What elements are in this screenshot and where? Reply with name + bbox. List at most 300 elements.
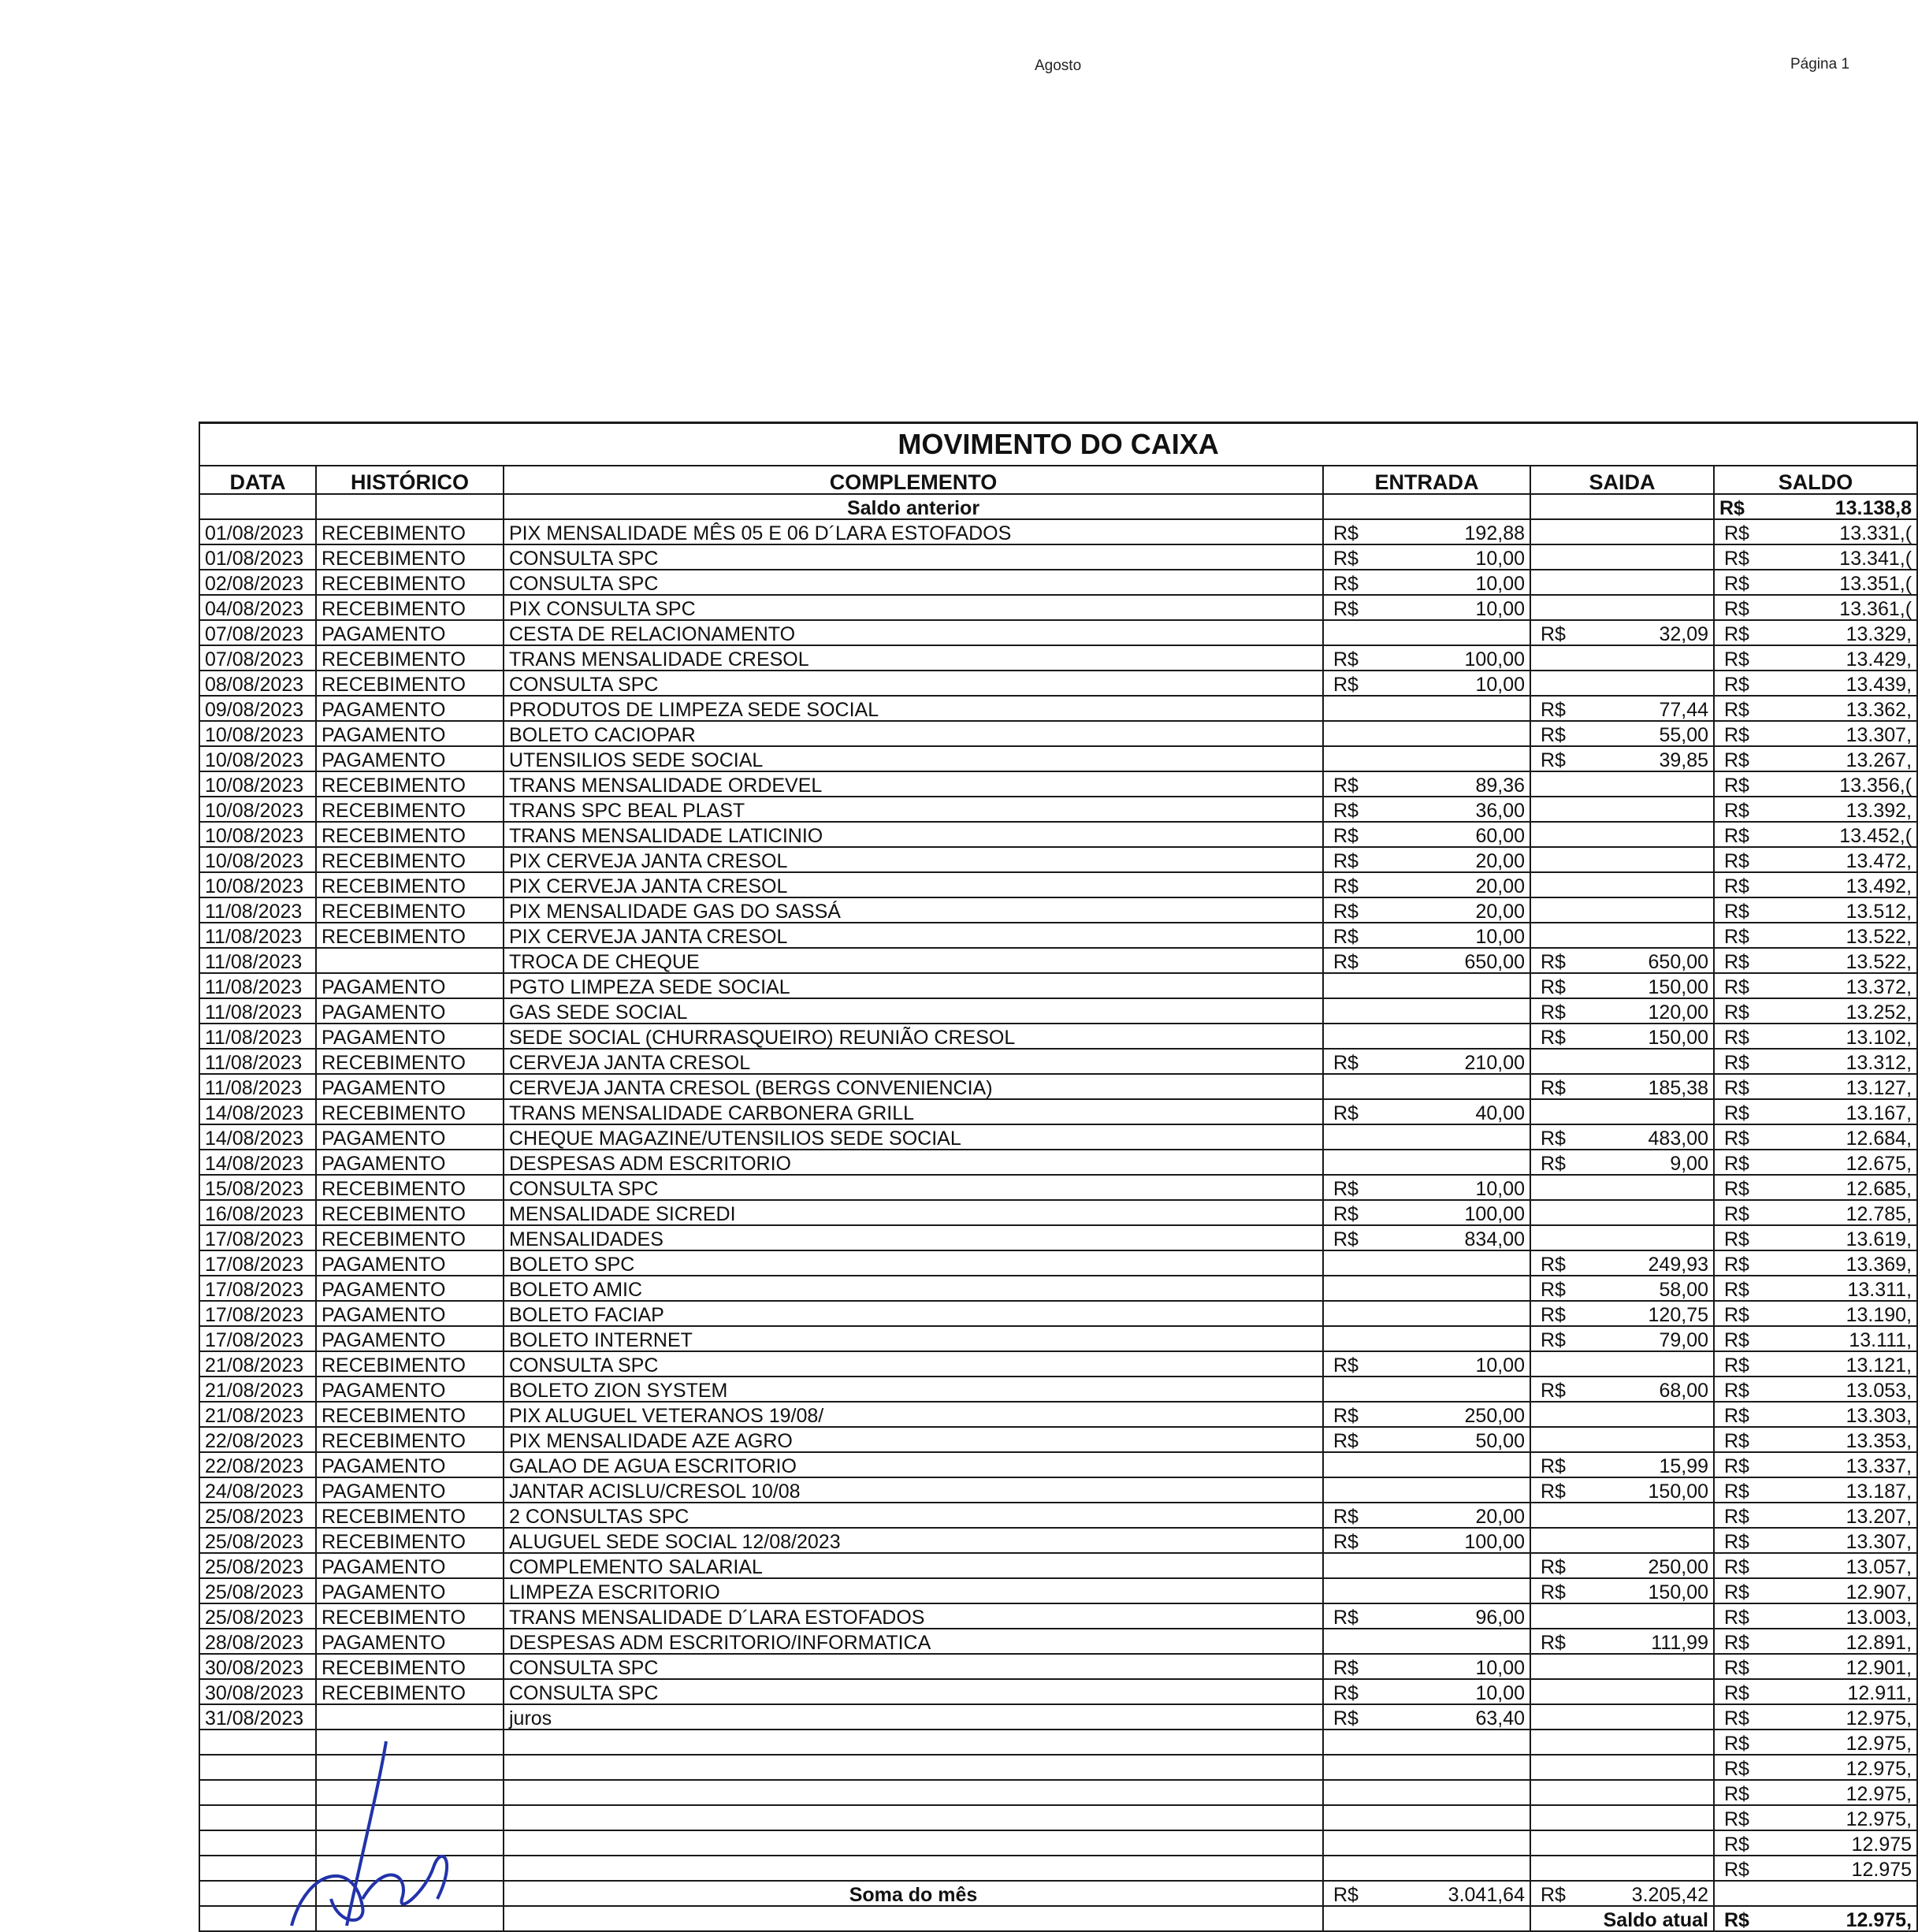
row-entrada-value: 10,00 — [1475, 1354, 1525, 1377]
ledger-title: MOVIMENTO DO CAIXA — [199, 423, 1917, 466]
currency-symbol: R$ — [1724, 699, 1749, 721]
row-historico: PAGAMENTO — [316, 1553, 504, 1578]
row-date: 01/08/2023 — [199, 544, 316, 570]
currency-symbol: R$ — [1333, 598, 1359, 620]
row-historico: PAGAMENTO — [316, 1124, 504, 1150]
row-historico: RECEBIMENTO — [316, 1225, 504, 1250]
row-saldo-value: 13.522, — [1846, 951, 1912, 973]
row-saldo-cell — [1714, 595, 1917, 620]
row-complemento: TROCA DE CHEQUE — [504, 948, 1323, 973]
row-historico: RECEBIMENTO — [316, 519, 504, 544]
currency-symbol: R$ — [1333, 1354, 1359, 1377]
total-entrada-cell — [1323, 1881, 1530, 1906]
row-saldo-cell — [1714, 1578, 1917, 1603]
row-saida-cell — [1530, 696, 1714, 721]
ledger-row — [199, 620, 1917, 645]
row-date: 07/08/2023 — [199, 645, 316, 671]
row-saida-cell — [1530, 620, 1714, 645]
row-complemento: TRANS MENSALIDADE ORDEVEL — [504, 771, 1323, 797]
row-saldo-cell — [1714, 1250, 1917, 1276]
currency-symbol: R$ — [1724, 901, 1749, 923]
empty-cell — [1530, 1704, 1714, 1730]
saldo-value: 13.138,8 — [1834, 497, 1912, 519]
row-saldo-value: 13.353, — [1846, 1430, 1912, 1452]
row-saida-cell — [1530, 1629, 1714, 1654]
row-saldo-cell — [1714, 1301, 1917, 1326]
row-saida-cell — [1530, 1326, 1714, 1351]
empty-cell — [1530, 519, 1714, 544]
row-entrada-cell — [1323, 1654, 1530, 1679]
row-date: 11/08/2023 — [199, 1049, 316, 1074]
row-historico: RECEBIMENTO — [316, 847, 504, 872]
row-historico: RECEBIMENTO — [316, 1099, 504, 1124]
row-entrada-value: 10,00 — [1475, 674, 1525, 696]
row-historico: PAGAMENTO — [316, 696, 504, 721]
row-entrada-cell — [1323, 1679, 1530, 1704]
row-complemento: LIMPEZA ESCRITORIO — [504, 1578, 1323, 1603]
empty-cell — [1323, 1250, 1530, 1276]
column-header-data: DATA — [199, 466, 316, 494]
row-saldo-cell — [1714, 645, 1917, 671]
row-historico: PAGAMENTO — [316, 620, 504, 645]
currency-symbol: R$ — [1724, 1405, 1749, 1427]
row-saldo-value: 13.267, — [1846, 749, 1912, 771]
currency-symbol: R$ — [1724, 1052, 1749, 1074]
row-historico: PAGAMENTO — [316, 1477, 504, 1503]
row-entrada-value: 40,00 — [1475, 1102, 1525, 1124]
ledger-row — [199, 1427, 1917, 1452]
row-saida-cell — [1530, 973, 1714, 998]
row-complemento: PGTO LIMPEZA SEDE SOCIAL — [504, 973, 1323, 998]
currency-symbol: R$ — [1724, 1077, 1749, 1099]
row-saldo-cell — [1714, 948, 1917, 973]
row-saldo-cell — [1714, 973, 1917, 998]
currency-symbol: R$ — [1541, 1128, 1566, 1150]
row-complemento: CERVEJA JANTA CRESOL — [504, 1049, 1323, 1074]
row-saldo-value: 13.439, — [1846, 674, 1912, 696]
row-historico: RECEBIMENTO — [316, 1351, 504, 1377]
empty-cell — [1530, 847, 1714, 872]
row-date: 10/08/2023 — [199, 746, 316, 771]
row-historico: RECEBIMENTO — [316, 570, 504, 595]
row-saldo-value: 12.901, — [1846, 1657, 1912, 1679]
ledger-row — [199, 797, 1917, 822]
row-saldo-value: 13.167, — [1846, 1102, 1912, 1124]
row-entrada-value: 96,00 — [1475, 1607, 1525, 1629]
row-complemento: PIX MENSALIDADE AZE AGRO — [504, 1427, 1323, 1452]
ledger-row — [199, 948, 1917, 973]
currency-symbol: R$ — [1541, 1027, 1566, 1049]
row-complemento: CESTA DE RELACIONAMENTO — [504, 620, 1323, 645]
row-saldo-cell — [1714, 721, 1917, 746]
currency-symbol: R$ — [1333, 1531, 1359, 1553]
currency-symbol: R$ — [1724, 1455, 1749, 1477]
row-historico: PAGAMENTO — [316, 973, 504, 998]
row-saldo-cell — [1714, 1730, 1917, 1755]
row-complemento: CHEQUE MAGAZINE/UTENSILIOS SEDE SOCIAL — [504, 1124, 1323, 1150]
row-historico — [316, 1704, 504, 1730]
row-saida-cell — [1530, 1250, 1714, 1276]
row-complemento: CONSULTA SPC — [504, 570, 1323, 595]
row-historico: PAGAMENTO — [316, 1326, 504, 1351]
currency-symbol: R$ — [1333, 1682, 1359, 1704]
ledger-row — [199, 1301, 1917, 1326]
empty-cell — [1530, 1099, 1714, 1124]
row-saldo-cell — [1714, 1074, 1917, 1099]
ledger-row — [199, 1276, 1917, 1301]
currency-symbol: R$ — [1541, 749, 1566, 771]
ledger-row — [199, 1603, 1917, 1629]
empty-cell — [1530, 1805, 1714, 1830]
ledger-row — [199, 847, 1917, 872]
empty-cell — [1323, 1906, 1530, 1931]
currency-symbol: R$ — [1724, 1228, 1749, 1250]
row-saida-value: 15,99 — [1659, 1455, 1708, 1477]
currency-symbol: R$ — [1724, 1682, 1749, 1704]
row-date: 10/08/2023 — [199, 872, 316, 897]
row-entrada-value: 10,00 — [1475, 548, 1525, 570]
currency-symbol: R$ — [1541, 1481, 1566, 1503]
row-saldo-cell — [1714, 1755, 1917, 1780]
ledger-row — [199, 1124, 1917, 1150]
empty-cell — [1530, 771, 1714, 797]
row-complemento: BOLETO ZION SYSTEM — [504, 1377, 1323, 1402]
empty-cell — [1323, 1276, 1530, 1301]
row-saida-value: 249,93 — [1648, 1254, 1708, 1276]
row-entrada-value: 89,36 — [1475, 775, 1525, 797]
currency-symbol: R$ — [1333, 1102, 1359, 1124]
currency-symbol: R$ — [1724, 522, 1749, 544]
row-complemento: BOLETO AMIC — [504, 1276, 1323, 1301]
currency-symbol: R$ — [1724, 724, 1749, 746]
row-saldo-value: 12.975 — [1851, 1859, 1912, 1881]
row-date: 09/08/2023 — [199, 696, 316, 721]
empty-cell — [1530, 1856, 1714, 1881]
currency-symbol: R$ — [1724, 1279, 1749, 1301]
row-saldo-cell — [1714, 1805, 1917, 1830]
row-historico: PAGAMENTO — [316, 1452, 504, 1477]
row-entrada-value: 250,00 — [1464, 1405, 1525, 1427]
row-saldo-value: 13.329, — [1846, 623, 1912, 645]
row-complemento: TRANS MENSALIDADE LATICINIO — [504, 822, 1323, 847]
row-date: 10/08/2023 — [199, 797, 316, 822]
row-saldo-value: 13.303, — [1846, 1405, 1912, 1427]
row-date: 11/08/2023 — [199, 973, 316, 998]
currency-symbol: R$ — [1724, 850, 1749, 872]
row-saida-cell — [1530, 1074, 1714, 1099]
row-saldo-cell — [1714, 1528, 1917, 1553]
row-date: 14/08/2023 — [199, 1124, 316, 1150]
row-entrada-cell — [1323, 1175, 1530, 1200]
row-date: 31/08/2023 — [199, 1704, 316, 1730]
row-entrada-value: 100,00 — [1464, 648, 1525, 671]
ledger-row — [199, 1578, 1917, 1603]
empty-cell — [1323, 998, 1530, 1024]
row-complemento: CONSULTA SPC — [504, 1654, 1323, 1679]
row-saida-value: 150,00 — [1648, 976, 1708, 998]
row-saldo-cell — [1714, 544, 1917, 570]
row-entrada-value: 834,00 — [1464, 1228, 1525, 1250]
row-date: 25/08/2023 — [199, 1578, 316, 1603]
currency-symbol: R$ — [1724, 1707, 1749, 1730]
row-date: 30/08/2023 — [199, 1679, 316, 1704]
row-date: 11/08/2023 — [199, 948, 316, 973]
row-complemento: CONSULTA SPC — [504, 1175, 1323, 1200]
empty-cell — [1530, 1528, 1714, 1553]
row-saldo-cell — [1714, 847, 1917, 872]
ledger-row — [199, 645, 1917, 671]
row-saldo-value: 13.392, — [1846, 800, 1912, 822]
currency-symbol: R$ — [1333, 1178, 1359, 1200]
row-saida-cell — [1530, 1276, 1714, 1301]
row-entrada-value: 60,00 — [1475, 825, 1525, 847]
empty-cell — [1530, 671, 1714, 696]
ledger-row — [199, 923, 1917, 948]
row-historico: RECEBIMENTO — [316, 1528, 504, 1553]
row-historico: RECEBIMENTO — [316, 897, 504, 923]
ledger-row — [199, 822, 1917, 847]
row-historico: PAGAMENTO — [316, 746, 504, 771]
row-date: 01/08/2023 — [199, 519, 316, 544]
row-historico: PAGAMENTO — [316, 1024, 504, 1049]
currency-symbol: R$ — [1724, 1001, 1749, 1024]
ledger-row — [199, 1377, 1917, 1402]
currency-symbol: R$ — [1724, 573, 1749, 595]
row-complemento: CONSULTA SPC — [504, 671, 1323, 696]
row-historico: PAGAMENTO — [316, 1578, 504, 1603]
empty-cell — [1530, 1830, 1714, 1856]
row-entrada-cell — [1323, 544, 1530, 570]
row-saida-value: 77,44 — [1659, 699, 1708, 721]
row-historico: RECEBIMENTO — [316, 1175, 504, 1200]
row-date: 14/08/2023 — [199, 1150, 316, 1175]
empty-cell — [1530, 645, 1714, 671]
ledger-row — [199, 1402, 1917, 1427]
row-saldo-cell — [1714, 1124, 1917, 1150]
row-saldo-value: 13.190, — [1846, 1304, 1912, 1326]
ledger-row — [199, 519, 1917, 544]
row-complemento: CERVEJA JANTA CRESOL (BERGS CONVENIENCIA) — [504, 1074, 1323, 1099]
row-date: 11/08/2023 — [199, 897, 316, 923]
currency-symbol: R$ — [1724, 1808, 1749, 1830]
row-historico: PAGAMENTO — [316, 1276, 504, 1301]
empty-cell — [1323, 721, 1530, 746]
row-historico: RECEBIMENTO — [316, 771, 504, 797]
row-entrada-value: 10,00 — [1475, 598, 1525, 620]
row-historico: RECEBIMENTO — [316, 923, 504, 948]
row-saldo-cell — [1714, 1553, 1917, 1578]
row-saida-value: 68,00 — [1659, 1380, 1708, 1402]
row-saida-cell — [1530, 1553, 1714, 1578]
row-complemento: PIX MENSALIDADE GAS DO SASSÁ — [504, 897, 1323, 923]
row-historico: RECEBIMENTO — [316, 1603, 504, 1629]
row-saldo-value: 12.785, — [1846, 1203, 1912, 1225]
row-saida-cell — [1530, 948, 1714, 973]
empty-cell — [1323, 1830, 1530, 1856]
row-entrada-cell — [1323, 771, 1530, 797]
ledger-row — [199, 1528, 1917, 1553]
row-date: 24/08/2023 — [199, 1477, 316, 1503]
empty-cell — [1530, 897, 1714, 923]
currency-symbol: R$ — [1333, 1657, 1359, 1679]
row-historico: PAGAMENTO — [316, 1250, 504, 1276]
row-historico: RECEBIMENTO — [316, 1049, 504, 1074]
row-saldo-value: 12.975, — [1846, 1707, 1912, 1730]
currency-symbol: R$ — [1724, 548, 1749, 570]
currency-symbol: R$ — [1333, 901, 1359, 923]
currency-symbol: R$ — [1724, 1380, 1749, 1402]
row-saldo-cell — [1714, 1629, 1917, 1654]
row-saldo-cell — [1714, 1326, 1917, 1351]
currency-symbol: R$ — [1333, 1884, 1359, 1906]
row-saldo-value: 13.187, — [1846, 1481, 1912, 1503]
row-saldo-value: 13.372, — [1846, 976, 1912, 998]
row-saldo-value: 13.127, — [1846, 1077, 1912, 1099]
ledger-row — [199, 1351, 1917, 1377]
empty-cell — [1323, 620, 1530, 645]
empty-cell — [199, 494, 316, 519]
row-saldo-value: 13.512, — [1846, 901, 1912, 923]
empty-cell — [1323, 1730, 1530, 1755]
ledger-row — [199, 1704, 1917, 1730]
row-date: 15/08/2023 — [199, 1175, 316, 1200]
row-saida-value: 120,75 — [1648, 1304, 1708, 1326]
row-date: 11/08/2023 — [199, 998, 316, 1024]
row-saida-value: 650,00 — [1648, 951, 1708, 973]
row-date: 11/08/2023 — [199, 1074, 316, 1099]
row-complemento: CONSULTA SPC — [504, 1679, 1323, 1704]
currency-symbol: R$ — [1724, 976, 1749, 998]
row-entrada-cell — [1323, 1225, 1530, 1250]
row-date: 25/08/2023 — [199, 1528, 316, 1553]
empty-cell — [1530, 1780, 1714, 1805]
row-entrada-cell — [1323, 897, 1530, 923]
empty-cell — [1530, 595, 1714, 620]
row-date: 14/08/2023 — [199, 1099, 316, 1124]
total-saida-value: 3.205,42 — [1631, 1884, 1708, 1906]
row-saida-value: 185,38 — [1648, 1077, 1708, 1099]
row-saida-value: 9,00 — [1670, 1153, 1708, 1175]
currency-symbol: R$ — [1333, 1203, 1359, 1225]
row-saldo-value: 12.975, — [1846, 1808, 1912, 1830]
row-saldo-cell — [1714, 1603, 1917, 1629]
ledger-row — [199, 1679, 1917, 1704]
currency-symbol: R$ — [1724, 1733, 1749, 1755]
row-entrada-value: 10,00 — [1475, 926, 1525, 948]
empty-cell — [1530, 1427, 1714, 1452]
row-historico: PAGAMENTO — [316, 721, 504, 746]
row-complemento: DESPESAS ADM ESCRITORIO — [504, 1150, 1323, 1175]
row-date: 11/08/2023 — [199, 923, 316, 948]
empty-cell — [1323, 1780, 1530, 1805]
row-saldo-value: 12.975, — [1846, 1733, 1912, 1755]
currency-symbol: R$ — [1724, 1153, 1749, 1175]
row-entrada-cell — [1323, 923, 1530, 948]
row-complemento: DESPESAS ADM ESCRITORIO/INFORMATICA — [504, 1629, 1323, 1654]
row-complemento: PIX ALUGUEL VETERANOS 19/08/ — [504, 1402, 1323, 1427]
currency-symbol: R$ — [1541, 1556, 1566, 1578]
currency-symbol: R$ — [1541, 1455, 1566, 1477]
row-saldo-cell — [1714, 1654, 1917, 1679]
empty-cell — [1530, 544, 1714, 570]
row-historico: PAGAMENTO — [316, 1377, 504, 1402]
row-date: 17/08/2023 — [199, 1301, 316, 1326]
row-complemento: BOLETO CACIOPAR — [504, 721, 1323, 746]
row-saldo-value: 13.337, — [1846, 1455, 1912, 1477]
currency-symbol: R$ — [1724, 1607, 1749, 1629]
row-saldo-cell — [1714, 822, 1917, 847]
currency-symbol: R$ — [1724, 1783, 1749, 1805]
row-saldo-cell — [1714, 570, 1917, 595]
row-entrada-cell — [1323, 570, 1530, 595]
currency-symbol: R$ — [1724, 1027, 1749, 1049]
empty-cell — [1530, 1200, 1714, 1225]
row-entrada-cell — [1323, 1503, 1530, 1528]
empty-cell — [1323, 1477, 1530, 1503]
row-entrada-value: 100,00 — [1464, 1531, 1525, 1553]
row-saldo-value: 12.685, — [1846, 1178, 1912, 1200]
currency-symbol: R$ — [1541, 1884, 1566, 1906]
empty-cell — [1323, 746, 1530, 771]
row-entrada-cell — [1323, 1704, 1530, 1730]
currency-symbol: R$ — [1333, 648, 1359, 671]
row-saida-value: 111,99 — [1651, 1632, 1708, 1654]
row-saida-cell — [1530, 1452, 1714, 1477]
row-entrada-cell — [1323, 1200, 1530, 1225]
ledger-row — [199, 746, 1917, 771]
row-saldo-value: 13.111, — [1849, 1329, 1912, 1351]
row-saldo-cell — [1714, 696, 1917, 721]
row-historico: RECEBIMENTO — [316, 1654, 504, 1679]
currency-symbol: R$ — [1333, 850, 1359, 872]
row-entrada-cell — [1323, 519, 1530, 544]
row-date: 10/08/2023 — [199, 771, 316, 797]
row-saldo-value: 13.331,( — [1839, 522, 1912, 544]
row-saldo-cell — [1714, 1780, 1917, 1805]
currency-symbol: R$ — [1333, 926, 1359, 948]
row-saida-value: 150,00 — [1648, 1581, 1708, 1603]
row-saldo-value: 13.207, — [1846, 1506, 1912, 1528]
row-saldo-cell — [1714, 1351, 1917, 1377]
page-number: Página 1 — [1790, 56, 1850, 72]
ledger-row — [199, 973, 1917, 998]
row-entrada-value: 10,00 — [1475, 1178, 1525, 1200]
row-historico: PAGAMENTO — [316, 1074, 504, 1099]
row-historico: RECEBIMENTO — [316, 872, 504, 897]
row-entrada-value: 10,00 — [1475, 1657, 1525, 1679]
empty-cell — [1323, 1150, 1530, 1175]
currency-symbol: R$ — [1724, 623, 1749, 645]
currency-symbol: R$ — [1724, 1102, 1749, 1124]
empty-cell — [1323, 1578, 1530, 1603]
row-date: 30/08/2023 — [199, 1654, 316, 1679]
row-saida-cell — [1530, 1377, 1714, 1402]
currency-symbol: R$ — [1541, 951, 1566, 973]
empty-cell — [1323, 1074, 1530, 1099]
currency-symbol: R$ — [1541, 1077, 1566, 1099]
row-entrada-cell — [1323, 1049, 1530, 1074]
currency-symbol: R$ — [1333, 775, 1359, 797]
currency-symbol: R$ — [1724, 775, 1749, 797]
row-entrada-cell — [1323, 872, 1530, 897]
row-saida-cell — [1530, 1150, 1714, 1175]
currency-symbol: R$ — [1724, 598, 1749, 620]
row-entrada-value: 100,00 — [1464, 1203, 1525, 1225]
empty-cell — [1530, 1049, 1714, 1074]
empty-cell — [1530, 1730, 1714, 1755]
row-date: 04/08/2023 — [199, 595, 316, 620]
empty-cell — [1323, 1629, 1530, 1654]
